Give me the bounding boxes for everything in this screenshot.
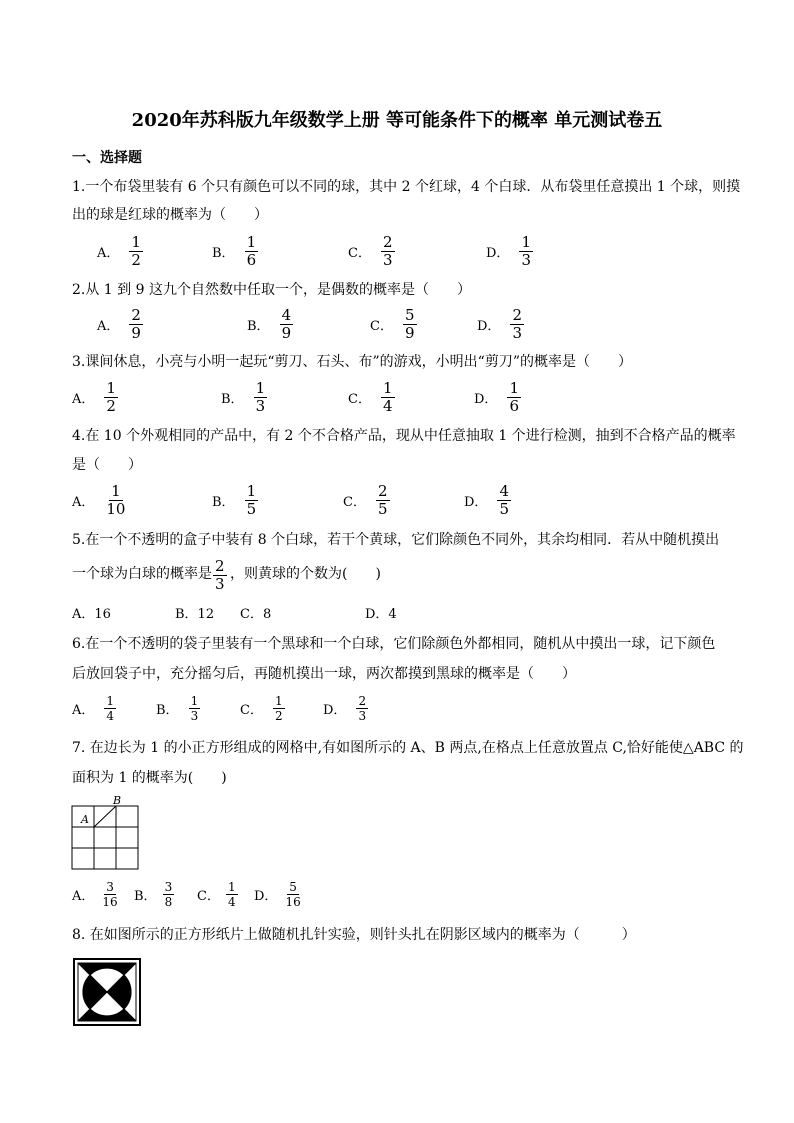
q6-option-c: C． $\frac{1}{2}$ — [240, 694, 283, 723]
point-b-label: B — [113, 794, 122, 807]
q4-line2: 是（ ） — [72, 457, 142, 473]
q5-inline-fraction: $\frac{2}{3}$ — [215, 557, 225, 593]
q5-option-a: A．16 — [72, 607, 111, 622]
q6-option-b: B． $\frac{1}{3}$ — [156, 694, 199, 723]
q3-line1: 3.课间休息，小亮与小明一起玩“剪刀、石头、布”的游戏，小明出“剪刀”的概率是（ ） — [72, 354, 632, 370]
q8-square-figure — [72, 957, 142, 1027]
q7-line1: 7. 在边长为 1 的小正方形组成的网格中,有如图所示的 A、B 两点,在格点上任意放置点 C,恰好能使△ABC 的 — [72, 740, 744, 756]
q4-option-c: C． $\frac{2}{5}$ — [343, 482, 388, 518]
q5-line2-end: ，则黄球的个数为( ) — [230, 566, 381, 582]
q7-option-c: C． $\frac{1}{4}$ — [197, 880, 236, 909]
q5-option-c: C．8 — [240, 607, 272, 622]
q3-option-b: B． $\frac{1}{3}$ — [221, 379, 266, 415]
q1-line2: 出的球是红球的概率为（ ） — [72, 207, 268, 223]
q1-option-d: D． $\frac{1}{3}$ — [486, 233, 531, 269]
q7-option-b: B． $\frac{3}{8}$ — [134, 880, 173, 909]
page-title: 2020年苏科版九年级数学上册 等可能条件下的概率 单元测试卷五 — [131, 110, 663, 131]
q1-option-b: B． $\frac{1}{6}$ — [212, 233, 257, 269]
q5-line1: 5.在一个不透明的盒子中装有 8 个白球，若干个黄球，它们除颜色不同外，其余均相同．若从中随机摸出 — [72, 532, 720, 548]
q2-option-d: D． $\frac{2}{3}$ — [477, 306, 522, 342]
q7-line2: 面积为 1 的概率为( ) — [72, 770, 227, 786]
q5-option-d: D．4 — [365, 607, 397, 622]
q5-option-b: B．12 — [175, 607, 215, 622]
q6-option-d: D． $\frac{2}{3}$ — [323, 694, 367, 723]
q1-option-a: A． $\frac{1}{2}$ — [97, 233, 141, 269]
section-heading: 一、选择题 — [72, 150, 142, 166]
q6-line1: 6.在一个不透明的袋子里装有一个黑球和一个白球，它们除颜色外都相同，随机从中摸出一球，记下颜色 — [72, 636, 716, 652]
q6-option-a: A． $\frac{1}{4}$ — [72, 694, 115, 723]
q2-option-b: B． $\frac{4}{9}$ — [247, 306, 292, 342]
q4-option-b: B． $\frac{1}{5}$ — [212, 482, 257, 518]
q2-line1: 2.从 1 到 9 这九个自然数中任取一个，是偶数的概率是（ ） — [72, 282, 471, 298]
point-a-label: A — [81, 813, 89, 826]
q2-option-c: C． $\frac{5}{9}$ — [370, 306, 415, 342]
q1-line1: 1.一个布袋里装有 6 个只有颜色可以不同的球，其中 2 个红球，4 个白球．从布袋里任意摸出 1 个球，则摸 — [72, 179, 741, 195]
q5-line2-start: 一个球为白球的概率是 — [72, 566, 212, 582]
q6-line2: 后放回袋子中，充分摇匀后，再随机摸出一球，两次都摸到黑球的概率是（ ） — [72, 666, 576, 682]
q7-grid-figure — [68, 792, 144, 872]
q7-option-d: D． $\frac{5}{16}$ — [254, 880, 301, 909]
q3-option-c: C． $\frac{1}{4}$ — [348, 379, 393, 415]
q4-option-d: D． $\frac{4}{5}$ — [464, 482, 509, 518]
q4-line1: 4.在 10 个外观相同的产品中，有 2 个不合格产品，现从中任意抽取 1 个进行检测，抽到不合格产品的概率 — [72, 428, 736, 444]
q1-option-c: C． $\frac{2}{3}$ — [348, 233, 393, 269]
q3-option-d: D． $\frac{1}{6}$ — [474, 379, 519, 415]
q2-option-a: A． $\frac{2}{9}$ — [97, 306, 141, 342]
q7-option-a: A． $\frac{3}{16}$ — [72, 880, 118, 909]
q4-option-a: A． $\frac{1}{10}$ — [72, 482, 126, 518]
q3-option-a: A． $\frac{1}{2}$ — [72, 379, 116, 415]
q8-line1: 8. 在如图所示的正方形纸片上做随机扎针实验，则针头扎在阴影区域内的概率为（ ） — [72, 927, 636, 943]
